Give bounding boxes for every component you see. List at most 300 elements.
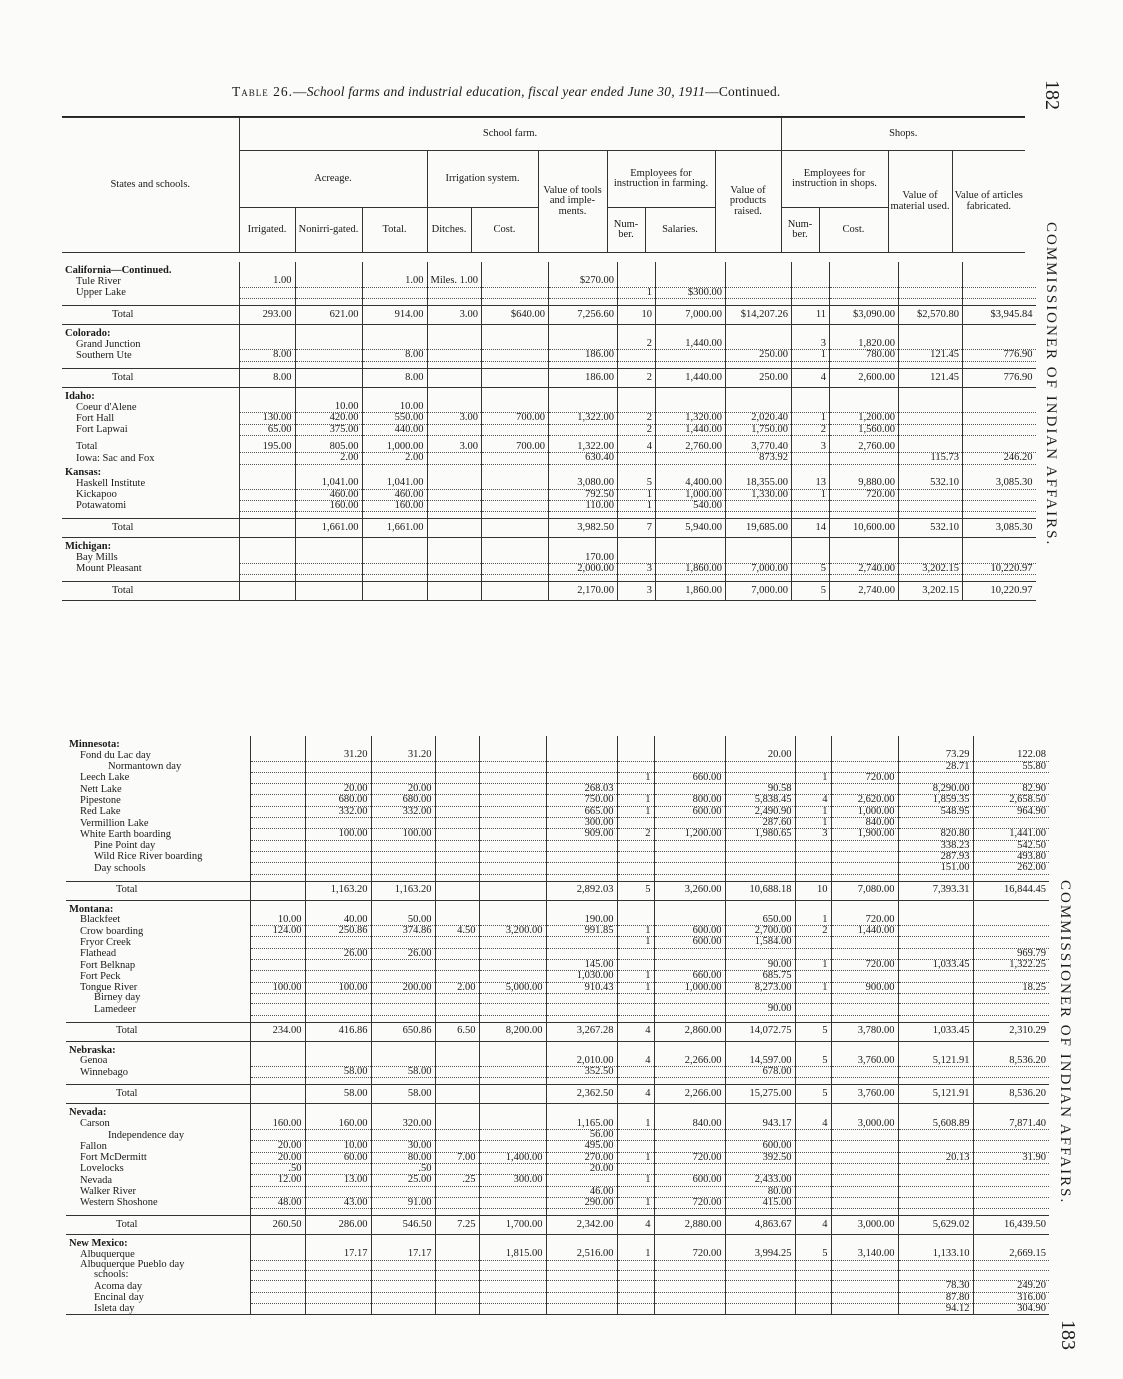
empty-cell bbox=[617, 1235, 654, 1250]
value-cell bbox=[899, 424, 963, 435]
state-heading: New Mexico: bbox=[69, 1238, 128, 1250]
value-cell bbox=[362, 582, 427, 601]
value-cell: 532.10 bbox=[899, 478, 963, 489]
school-row bbox=[66, 863, 1049, 874]
spacer-cell bbox=[899, 512, 963, 519]
value-cell: 1 bbox=[795, 818, 831, 829]
state-heading-row bbox=[62, 464, 1036, 478]
value-cell bbox=[899, 489, 963, 500]
value-cell bbox=[831, 1067, 898, 1078]
value-cell bbox=[617, 750, 654, 761]
value-cell: 293.00 bbox=[239, 305, 295, 324]
state-heading-row bbox=[66, 736, 1049, 750]
value-cell: 19,685.00 bbox=[726, 519, 792, 538]
school-name: Leech Lake bbox=[80, 772, 130, 784]
value-cell: 680.00 bbox=[371, 795, 435, 806]
value-cell bbox=[305, 993, 371, 1003]
value-cell bbox=[435, 829, 479, 840]
value-cell: 650.00 bbox=[725, 915, 795, 926]
spacer-cell bbox=[618, 361, 656, 368]
spacer-cell bbox=[427, 512, 482, 519]
value-cell bbox=[371, 818, 435, 829]
value-cell: 2 bbox=[618, 413, 656, 424]
value-cell: 290.00 bbox=[546, 1197, 617, 1208]
value-cell: 4 bbox=[792, 368, 830, 387]
value-cell: 3,760.00 bbox=[831, 1085, 898, 1104]
value-cell bbox=[899, 500, 963, 511]
value-cell bbox=[792, 287, 830, 298]
rule-cell bbox=[66, 1315, 250, 1316]
value-cell bbox=[250, 1130, 305, 1141]
school-row bbox=[66, 772, 1049, 783]
value-cell bbox=[479, 829, 546, 840]
value-cell bbox=[435, 806, 479, 817]
value-cell: 2,860.00 bbox=[654, 1022, 725, 1041]
school-name: Total bbox=[66, 1085, 250, 1104]
spacer-cell bbox=[427, 575, 482, 582]
value-cell bbox=[435, 937, 479, 948]
spacer-cell bbox=[362, 298, 427, 305]
spacer-cell bbox=[795, 1015, 831, 1022]
value-cell bbox=[973, 772, 1049, 783]
table-end-rule bbox=[62, 601, 1036, 602]
value-cell bbox=[435, 1197, 479, 1208]
value-cell bbox=[654, 750, 725, 761]
value-cell: 1 bbox=[617, 1152, 654, 1163]
spacer-cell bbox=[295, 361, 362, 368]
value-cell: 680.00 bbox=[305, 795, 371, 806]
value-cell bbox=[479, 881, 546, 900]
value-cell bbox=[546, 1175, 617, 1186]
empty-cell bbox=[899, 464, 963, 478]
value-cell bbox=[725, 1292, 795, 1303]
spacer-cell bbox=[831, 874, 898, 881]
empty-cell bbox=[617, 900, 654, 915]
value-cell: 94.12 bbox=[898, 1303, 973, 1314]
value-cell bbox=[831, 1292, 898, 1303]
value-cell bbox=[479, 1004, 546, 1015]
value-cell bbox=[479, 851, 546, 862]
value-cell bbox=[371, 971, 435, 982]
value-cell: 7,000.00 bbox=[726, 563, 792, 574]
spacer-cell bbox=[371, 874, 435, 881]
value-cell: 110.00 bbox=[549, 500, 618, 511]
value-cell: 2,433.00 bbox=[725, 1175, 795, 1186]
value-cell: 58.00 bbox=[305, 1067, 371, 1078]
spacer-cell bbox=[62, 575, 239, 582]
value-cell bbox=[795, 1270, 831, 1280]
value-cell bbox=[654, 1130, 725, 1141]
total-row bbox=[66, 1022, 1049, 1041]
value-cell: 495.00 bbox=[546, 1141, 617, 1152]
value-cell: 8,290.00 bbox=[898, 784, 973, 795]
value-cell: 13.00 bbox=[305, 1175, 371, 1186]
value-cell bbox=[898, 1175, 973, 1186]
spacer-cell bbox=[62, 298, 239, 305]
value-cell bbox=[250, 1004, 305, 1015]
value-cell bbox=[973, 971, 1049, 982]
empty-cell bbox=[479, 1104, 546, 1119]
value-cell bbox=[654, 1292, 725, 1303]
value-cell bbox=[305, 863, 371, 874]
value-cell bbox=[656, 453, 726, 464]
value-cell bbox=[831, 1130, 898, 1141]
value-cell bbox=[435, 1270, 479, 1280]
school-name: Day schools bbox=[94, 862, 146, 874]
rule-cell bbox=[479, 1315, 546, 1316]
page-number-top: 182 bbox=[1041, 80, 1063, 110]
school-row bbox=[66, 1175, 1049, 1186]
value-cell: 375.00 bbox=[295, 424, 362, 435]
state-heading: Idaho: bbox=[65, 390, 95, 402]
spacer-cell bbox=[792, 361, 830, 368]
value-cell: 750.00 bbox=[546, 795, 617, 806]
empty-cell bbox=[617, 1104, 654, 1119]
value-cell: 3,267.28 bbox=[546, 1022, 617, 1041]
spacer-row bbox=[66, 1015, 1049, 1022]
empty-cell bbox=[831, 1235, 898, 1250]
empty-cell bbox=[295, 538, 362, 553]
value-cell: 5 bbox=[795, 1022, 831, 1041]
value-cell: 1,440.00 bbox=[656, 424, 726, 435]
col-tools: Value of tools and imple-ments. bbox=[538, 151, 607, 253]
spacer-cell bbox=[62, 512, 239, 519]
value-cell: 4 bbox=[618, 442, 656, 453]
value-cell bbox=[618, 453, 656, 464]
school-name: Total bbox=[62, 368, 239, 387]
col-emp-farming: Employees for instruction in farming. bbox=[607, 151, 715, 208]
value-cell: 1.00 bbox=[362, 276, 427, 287]
value-cell bbox=[479, 1281, 546, 1292]
spacer-cell bbox=[899, 361, 963, 368]
school-row bbox=[66, 948, 1049, 959]
value-cell: 720.00 bbox=[654, 1197, 725, 1208]
value-cell bbox=[362, 553, 427, 564]
value-cell bbox=[250, 784, 305, 795]
value-cell: 2,760.00 bbox=[830, 442, 899, 453]
value-cell bbox=[654, 948, 725, 959]
value-cell bbox=[654, 1141, 725, 1152]
value-cell: 2.00 bbox=[435, 982, 479, 993]
value-cell bbox=[479, 1163, 546, 1174]
value-cell bbox=[725, 993, 795, 1003]
empty-cell bbox=[725, 1104, 795, 1119]
value-cell bbox=[795, 1260, 831, 1270]
spacer-cell bbox=[479, 1078, 546, 1085]
value-cell: 542.50 bbox=[973, 840, 1049, 851]
value-cell: 2,266.00 bbox=[654, 1085, 725, 1104]
empty-cell bbox=[295, 324, 362, 339]
spacer-cell bbox=[726, 575, 792, 582]
school-name: Lovelocks bbox=[80, 1163, 124, 1175]
empty-cell bbox=[305, 1041, 371, 1056]
empty-cell bbox=[362, 538, 427, 553]
value-cell bbox=[963, 442, 1036, 453]
value-cell: 90.00 bbox=[725, 1004, 795, 1015]
empty-cell bbox=[546, 1041, 617, 1056]
spacer-cell bbox=[482, 298, 549, 305]
value-cell: 287.60 bbox=[725, 818, 795, 829]
empty-cell bbox=[239, 387, 295, 402]
value-cell bbox=[371, 1270, 435, 1280]
rule-cell bbox=[362, 601, 427, 602]
rule-cell bbox=[973, 1315, 1049, 1316]
spacer-row bbox=[62, 512, 1036, 519]
school-name: Potawatomi bbox=[76, 500, 127, 512]
value-cell bbox=[795, 1152, 831, 1163]
value-cell: $270.00 bbox=[549, 276, 618, 287]
school-name: Birney day bbox=[94, 993, 141, 1004]
value-cell bbox=[725, 1260, 795, 1270]
value-cell bbox=[795, 971, 831, 982]
empty-cell bbox=[725, 736, 795, 750]
value-cell: 3,000.00 bbox=[831, 1119, 898, 1130]
value-cell: 2 bbox=[618, 424, 656, 435]
value-cell bbox=[435, 818, 479, 829]
value-cell: 10.00 bbox=[250, 915, 305, 926]
empty-cell bbox=[427, 262, 482, 276]
school-row bbox=[66, 1056, 1049, 1067]
value-cell: 1,033.45 bbox=[898, 1022, 973, 1041]
school-name: Coeur d'Alene bbox=[76, 402, 137, 413]
value-cell bbox=[973, 1141, 1049, 1152]
school-name: Fort McDermitt bbox=[80, 1152, 147, 1164]
value-cell: 31.20 bbox=[305, 750, 371, 761]
value-cell: 78.30 bbox=[898, 1281, 973, 1292]
school-name: Crow boarding bbox=[80, 925, 144, 937]
value-cell bbox=[795, 937, 831, 948]
empty-cell bbox=[618, 538, 656, 553]
spacer-row bbox=[62, 361, 1036, 368]
empty-cell bbox=[618, 324, 656, 339]
value-cell: 14,597.00 bbox=[725, 1056, 795, 1067]
empty-cell bbox=[618, 464, 656, 478]
value-cell: 1 bbox=[792, 350, 830, 361]
school-name: Iowa: Sac and Fox bbox=[76, 452, 155, 464]
value-cell bbox=[546, 761, 617, 772]
value-cell bbox=[898, 915, 973, 926]
value-cell bbox=[482, 500, 549, 511]
value-cell bbox=[479, 1056, 546, 1067]
value-cell bbox=[435, 1004, 479, 1015]
empty-cell bbox=[618, 262, 656, 276]
value-cell: 1,661.00 bbox=[362, 519, 427, 538]
value-cell: 650.86 bbox=[371, 1022, 435, 1041]
value-cell: 1,440.00 bbox=[656, 368, 726, 387]
value-cell: 1,000.00 bbox=[362, 442, 427, 453]
value-cell: 2,170.00 bbox=[549, 582, 618, 601]
spacer-cell bbox=[66, 1015, 250, 1022]
value-cell: 1,322.00 bbox=[549, 413, 618, 424]
value-cell: 100.00 bbox=[305, 982, 371, 993]
value-cell: 4 bbox=[617, 1056, 654, 1067]
value-cell bbox=[427, 339, 482, 350]
value-cell bbox=[371, 1260, 435, 1270]
value-cell bbox=[617, 1270, 654, 1280]
empty-cell bbox=[656, 538, 726, 553]
value-cell: 5 bbox=[618, 478, 656, 489]
spacer-cell bbox=[618, 575, 656, 582]
value-cell bbox=[963, 287, 1036, 298]
value-cell: 1,322.25 bbox=[973, 960, 1049, 971]
value-cell: 160.00 bbox=[362, 500, 427, 511]
school-row bbox=[66, 971, 1049, 982]
empty-cell bbox=[617, 736, 654, 750]
value-cell bbox=[792, 553, 830, 564]
school-name: Haskell Institute bbox=[76, 478, 146, 489]
value-cell bbox=[898, 1197, 973, 1208]
school-row bbox=[62, 276, 1036, 287]
value-cell bbox=[250, 881, 305, 900]
value-cell: 1,322.00 bbox=[549, 442, 618, 453]
value-cell: 40.00 bbox=[305, 915, 371, 926]
value-cell bbox=[795, 1292, 831, 1303]
empty-cell bbox=[371, 1041, 435, 1056]
value-cell: 3.00 bbox=[427, 442, 482, 453]
value-cell: 1,661.00 bbox=[295, 519, 362, 538]
value-cell bbox=[239, 453, 295, 464]
col-irr-cost: Cost. bbox=[471, 208, 538, 253]
value-cell bbox=[479, 1270, 546, 1280]
value-cell bbox=[831, 1186, 898, 1197]
value-cell bbox=[479, 1303, 546, 1314]
value-cell: 100.00 bbox=[250, 982, 305, 993]
spacer-cell bbox=[831, 1209, 898, 1216]
spacer-cell bbox=[618, 298, 656, 305]
page-number-bottom: 183 bbox=[1057, 1320, 1079, 1350]
empty-cell bbox=[830, 262, 899, 276]
value-cell: 550.00 bbox=[362, 413, 427, 424]
value-cell bbox=[371, 1004, 435, 1015]
value-cell: 4 bbox=[795, 795, 831, 806]
value-cell: 5 bbox=[617, 881, 654, 900]
empty-cell bbox=[725, 1235, 795, 1250]
value-cell: 660.00 bbox=[654, 772, 725, 783]
value-cell: 660.00 bbox=[654, 971, 725, 982]
school-name: Fort Peck bbox=[80, 970, 121, 982]
value-cell: 7 bbox=[618, 519, 656, 538]
value-cell: 540.00 bbox=[656, 500, 726, 511]
value-cell bbox=[795, 1175, 831, 1186]
school-row bbox=[62, 453, 1036, 464]
value-cell bbox=[362, 563, 427, 574]
value-cell bbox=[899, 402, 963, 413]
value-cell bbox=[427, 489, 482, 500]
value-cell bbox=[250, 761, 305, 772]
value-cell: 820.80 bbox=[898, 829, 973, 840]
value-cell bbox=[482, 478, 549, 489]
value-cell bbox=[479, 840, 546, 851]
value-cell bbox=[725, 1130, 795, 1141]
value-cell bbox=[482, 287, 549, 298]
value-cell bbox=[963, 553, 1036, 564]
spacer-cell bbox=[371, 1078, 435, 1085]
value-cell bbox=[726, 500, 792, 511]
spacer-cell bbox=[362, 575, 427, 582]
empty-cell bbox=[898, 1104, 973, 1119]
value-cell: 600.00 bbox=[654, 806, 725, 817]
value-cell: 332.00 bbox=[371, 806, 435, 817]
value-cell: 16,439.50 bbox=[973, 1216, 1049, 1235]
value-cell bbox=[546, 840, 617, 851]
value-cell bbox=[899, 553, 963, 564]
rule-cell bbox=[546, 1315, 617, 1316]
value-cell bbox=[617, 1260, 654, 1270]
value-cell: 1,584.00 bbox=[725, 937, 795, 948]
value-cell bbox=[239, 287, 295, 298]
value-cell: 300.00 bbox=[479, 1175, 546, 1186]
value-cell: 2,658.50 bbox=[973, 795, 1049, 806]
value-cell: 1,560.00 bbox=[830, 424, 899, 435]
value-cell: 268.03 bbox=[546, 784, 617, 795]
school-name: Mount Pleasant bbox=[76, 563, 142, 575]
value-cell bbox=[795, 948, 831, 959]
value-cell bbox=[479, 1141, 546, 1152]
value-cell bbox=[371, 761, 435, 772]
empty-cell bbox=[792, 538, 830, 553]
value-cell bbox=[973, 1270, 1049, 1280]
value-cell: 4 bbox=[617, 1022, 654, 1041]
value-cell: 600.00 bbox=[654, 937, 725, 948]
value-cell bbox=[295, 350, 362, 361]
value-cell: 58.00 bbox=[371, 1067, 435, 1078]
col-states: States and schools. bbox=[62, 118, 239, 253]
value-cell: 1 bbox=[617, 795, 654, 806]
value-cell bbox=[795, 1303, 831, 1314]
empty-cell bbox=[656, 262, 726, 276]
rule-cell bbox=[898, 1315, 973, 1316]
value-cell: 2,620.00 bbox=[831, 795, 898, 806]
school-row bbox=[66, 1249, 1049, 1260]
value-cell: 250.86 bbox=[305, 926, 371, 937]
value-cell bbox=[295, 553, 362, 564]
spacer-cell bbox=[725, 874, 795, 881]
value-cell bbox=[725, 1163, 795, 1174]
value-cell bbox=[479, 806, 546, 817]
value-cell bbox=[239, 563, 295, 574]
value-cell: 1 bbox=[617, 1119, 654, 1130]
empty-cell bbox=[549, 262, 618, 276]
value-cell: 600.00 bbox=[654, 926, 725, 937]
value-cell bbox=[546, 1303, 617, 1314]
value-cell bbox=[654, 1067, 725, 1078]
school-name: Fryor Creek bbox=[80, 936, 132, 948]
value-cell bbox=[250, 1067, 305, 1078]
value-cell bbox=[250, 1056, 305, 1067]
value-cell: 3,982.50 bbox=[549, 519, 618, 538]
value-cell: 1,900.00 bbox=[831, 829, 898, 840]
value-cell: 3.00 bbox=[427, 413, 482, 424]
value-cell bbox=[305, 1130, 371, 1141]
value-cell bbox=[250, 1260, 305, 1270]
table-number: Table 26. bbox=[232, 84, 293, 99]
value-cell: 1,000.00 bbox=[654, 982, 725, 993]
value-cell: 3.00 bbox=[427, 305, 482, 324]
rule-cell bbox=[239, 601, 295, 602]
school-name: Kickapoo bbox=[76, 489, 117, 501]
school-name: Grand Junction bbox=[76, 339, 141, 350]
col-articles: Value of articles fabricated. bbox=[952, 151, 1025, 253]
value-cell bbox=[617, 818, 654, 829]
value-cell: 3,202.15 bbox=[899, 582, 963, 601]
spacer-cell bbox=[239, 298, 295, 305]
value-cell: 2,700.00 bbox=[725, 926, 795, 937]
value-cell: 31.90 bbox=[973, 1152, 1049, 1163]
value-cell: 460.00 bbox=[362, 489, 427, 500]
value-cell: 2,516.00 bbox=[546, 1249, 617, 1260]
value-cell bbox=[305, 937, 371, 948]
value-cell bbox=[973, 1260, 1049, 1270]
